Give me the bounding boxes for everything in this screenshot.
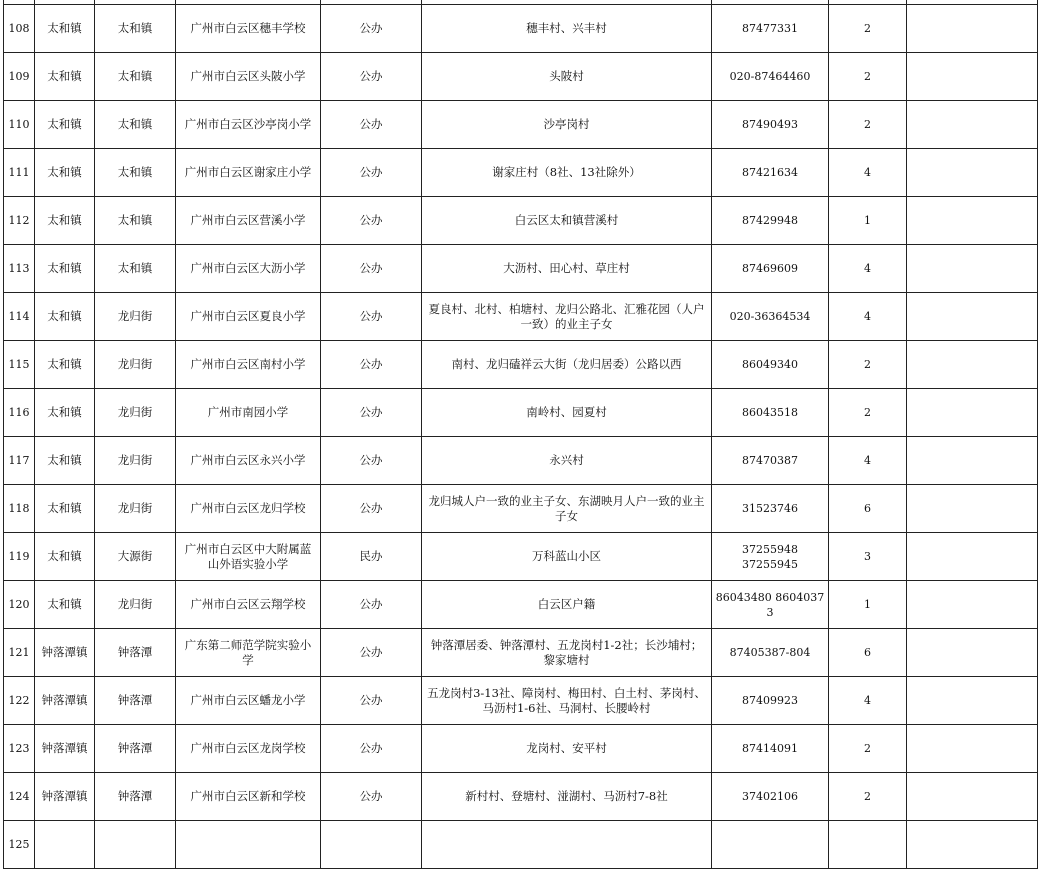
contact-phone: 87414091 xyxy=(712,725,829,773)
row-number: 123 xyxy=(4,725,35,773)
school-name: 广州市白云区穗丰学校 xyxy=(176,5,321,53)
school-type: 公办 xyxy=(321,485,422,533)
contact-phone: 37255948 37255945 xyxy=(712,533,829,581)
remarks xyxy=(907,581,1038,629)
school-type: 公办 xyxy=(321,581,422,629)
street: 大源街 xyxy=(95,533,176,581)
table-row xyxy=(4,629,1038,677)
town xyxy=(35,821,95,869)
enrollment-area: 白云区户籍 xyxy=(422,581,712,629)
enrollment-area: 龙岗村、安平村 xyxy=(422,725,712,773)
school-name: 广州市白云区龙归学校 xyxy=(176,485,321,533)
row-number: 119 xyxy=(4,533,35,581)
table-row xyxy=(4,533,1038,581)
remarks xyxy=(907,101,1038,149)
row-number: 113 xyxy=(4,245,35,293)
street: 龙归街 xyxy=(95,485,176,533)
remarks xyxy=(907,5,1038,53)
street: 太和镇 xyxy=(95,197,176,245)
enrollment-area: 白云区太和镇营溪村 xyxy=(422,197,712,245)
table-row xyxy=(4,389,1038,437)
class-count: 4 xyxy=(829,149,907,197)
town: 太和镇 xyxy=(35,197,95,245)
table-row xyxy=(4,581,1038,629)
street: 太和镇 xyxy=(95,5,176,53)
row-number: 109 xyxy=(4,53,35,101)
school-type xyxy=(321,821,422,869)
street: 龙归街 xyxy=(95,341,176,389)
row-number: 118 xyxy=(4,485,35,533)
enrollment-area: 头陂村 xyxy=(422,53,712,101)
contact-phone: 87409923 xyxy=(712,677,829,725)
table-row xyxy=(4,101,1038,149)
town: 太和镇 xyxy=(35,101,95,149)
enrollment-area: 永兴村 xyxy=(422,437,712,485)
street: 龙归街 xyxy=(95,293,176,341)
remarks xyxy=(907,245,1038,293)
street: 龙归街 xyxy=(95,389,176,437)
school-type: 公办 xyxy=(321,773,422,821)
row-number: 122 xyxy=(4,677,35,725)
remarks xyxy=(907,197,1038,245)
school-name: 广州市白云区云翔学校 xyxy=(176,581,321,629)
town: 太和镇 xyxy=(35,485,95,533)
contact-phone: 87490493 xyxy=(712,101,829,149)
contact-phone: 86043518 xyxy=(712,389,829,437)
street: 钟落潭 xyxy=(95,677,176,725)
table-row xyxy=(4,149,1038,197)
school-type: 公办 xyxy=(321,341,422,389)
table-row xyxy=(4,341,1038,389)
enrollment-area: 南村、龙归磕祥云大街（龙归居委）公路以西 xyxy=(422,341,712,389)
school-name: 广州市南园小学 xyxy=(176,389,321,437)
school-name: 广州市白云区沙亭岗小学 xyxy=(176,101,321,149)
table-row xyxy=(4,293,1038,341)
row-number: 116 xyxy=(4,389,35,437)
town: 太和镇 xyxy=(35,581,95,629)
row-number: 114 xyxy=(4,293,35,341)
class-count: 1 xyxy=(829,197,907,245)
table-row xyxy=(4,437,1038,485)
street xyxy=(95,821,176,869)
enrollment-area: 五龙岗村3-13社、障岗村、梅田村、白土村、茅岗村、马沥村1-6社、马洞村、长腰岭村 xyxy=(422,677,712,725)
enrollment-area xyxy=(422,821,712,869)
contact-phone xyxy=(712,821,829,869)
row-number: 115 xyxy=(4,341,35,389)
enrollment-area: 夏良村、北村、柏塘村、龙归公路北、汇雅花园（人户一致）的业主子女 xyxy=(422,293,712,341)
town: 太和镇 xyxy=(35,245,95,293)
remarks xyxy=(907,485,1038,533)
class-count: 1 xyxy=(829,581,907,629)
contact-phone: 87405387-804 xyxy=(712,629,829,677)
street: 龙归街 xyxy=(95,437,176,485)
table-row xyxy=(4,197,1038,245)
contact-phone: 87421634 xyxy=(712,149,829,197)
school-name: 广州市白云区中大附属蓝山外语实验小学 xyxy=(176,533,321,581)
town: 太和镇 xyxy=(35,341,95,389)
school-type: 公办 xyxy=(321,437,422,485)
class-count: 2 xyxy=(829,725,907,773)
contact-phone: 86043480 86040373 xyxy=(712,581,829,629)
remarks xyxy=(907,725,1038,773)
town: 太和镇 xyxy=(35,5,95,53)
town: 太和镇 xyxy=(35,533,95,581)
class-count: 2 xyxy=(829,773,907,821)
enrollment-area: 谢家庄村（8社、13社除外） xyxy=(422,149,712,197)
table-row xyxy=(4,5,1038,53)
enrollment-area: 万科蓝山小区 xyxy=(422,533,712,581)
remarks xyxy=(907,149,1038,197)
school-name: 广州市白云区夏良小学 xyxy=(176,293,321,341)
contact-phone: 37402106 xyxy=(712,773,829,821)
table-body xyxy=(4,0,1038,869)
school-type: 公办 xyxy=(321,197,422,245)
school-type: 公办 xyxy=(321,5,422,53)
school-type: 公办 xyxy=(321,149,422,197)
row-number: 110 xyxy=(4,101,35,149)
remarks xyxy=(907,341,1038,389)
school-type: 公办 xyxy=(321,245,422,293)
row-number: 125 xyxy=(4,821,35,869)
class-count: 2 xyxy=(829,101,907,149)
contact-phone: 87477331 xyxy=(712,5,829,53)
class-count: 4 xyxy=(829,677,907,725)
remarks xyxy=(907,821,1038,869)
contact-phone: 87470387 xyxy=(712,437,829,485)
school-type: 民办 xyxy=(321,533,422,581)
table-row xyxy=(4,245,1038,293)
town: 钟落潭镇 xyxy=(35,773,95,821)
school-name: 广东第二师范学院实验小学 xyxy=(176,629,321,677)
school-type: 公办 xyxy=(321,677,422,725)
town: 钟落潭镇 xyxy=(35,725,95,773)
town: 太和镇 xyxy=(35,149,95,197)
contact-phone: 31523746 xyxy=(712,485,829,533)
contact-phone: 87469609 xyxy=(712,245,829,293)
class-count xyxy=(829,821,907,869)
remarks xyxy=(907,773,1038,821)
remarks xyxy=(907,293,1038,341)
town: 太和镇 xyxy=(35,293,95,341)
class-count: 3 xyxy=(829,533,907,581)
row-number: 112 xyxy=(4,197,35,245)
school-name: 广州市白云区谢家庄小学 xyxy=(176,149,321,197)
school-name: 广州市白云区龙岗学校 xyxy=(176,725,321,773)
contact-phone: 020-87464460 xyxy=(712,53,829,101)
school-name xyxy=(176,821,321,869)
class-count: 2 xyxy=(829,5,907,53)
contact-phone: 86049340 xyxy=(712,341,829,389)
school-enrollment-table xyxy=(3,0,1038,869)
enrollment-area: 穗丰村、兴丰村 xyxy=(422,5,712,53)
street: 钟落潭 xyxy=(95,629,176,677)
school-name: 广州市白云区南村小学 xyxy=(176,341,321,389)
town: 钟落潭镇 xyxy=(35,629,95,677)
class-count: 4 xyxy=(829,437,907,485)
school-name: 广州市白云区永兴小学 xyxy=(176,437,321,485)
enrollment-area: 钟落潭居委、钟落潭村、五龙岗村1-2社；长沙埔村；黎家塘村 xyxy=(422,629,712,677)
town: 太和镇 xyxy=(35,53,95,101)
remarks xyxy=(907,533,1038,581)
school-name: 广州市白云区蟠龙小学 xyxy=(176,677,321,725)
row-number: 121 xyxy=(4,629,35,677)
enrollment-area: 大沥村、田心村、草庄村 xyxy=(422,245,712,293)
table-row xyxy=(4,773,1038,821)
remarks xyxy=(907,437,1038,485)
street: 太和镇 xyxy=(95,53,176,101)
remarks xyxy=(907,53,1038,101)
remarks xyxy=(907,677,1038,725)
class-count: 6 xyxy=(829,485,907,533)
school-type: 公办 xyxy=(321,389,422,437)
school-name: 广州市白云区大沥小学 xyxy=(176,245,321,293)
class-count: 2 xyxy=(829,53,907,101)
table-row xyxy=(4,485,1038,533)
enrollment-area: 沙亭岗村 xyxy=(422,101,712,149)
school-name: 广州市白云区头陂小学 xyxy=(176,53,321,101)
town: 太和镇 xyxy=(35,389,95,437)
street: 龙归街 xyxy=(95,581,176,629)
contact-phone: 87429948 xyxy=(712,197,829,245)
school-type: 公办 xyxy=(321,725,422,773)
enrollment-area: 南岭村、园夏村 xyxy=(422,389,712,437)
street: 钟落潭 xyxy=(95,773,176,821)
school-type: 公办 xyxy=(321,53,422,101)
street: 太和镇 xyxy=(95,149,176,197)
table-row xyxy=(4,725,1038,773)
school-type: 公办 xyxy=(321,293,422,341)
school-name: 广州市白云区营溪小学 xyxy=(176,197,321,245)
school-type: 公办 xyxy=(321,629,422,677)
town: 太和镇 xyxy=(35,437,95,485)
class-count: 2 xyxy=(829,341,907,389)
street: 太和镇 xyxy=(95,101,176,149)
row-number: 108 xyxy=(4,5,35,53)
enrollment-area: 龙归城人户一致的业主子女、东湖映月人户一致的业主子女 xyxy=(422,485,712,533)
contact-phone: 020-36364534 xyxy=(712,293,829,341)
town: 钟落潭镇 xyxy=(35,677,95,725)
row-number: 120 xyxy=(4,581,35,629)
class-count: 6 xyxy=(829,629,907,677)
street: 太和镇 xyxy=(95,245,176,293)
class-count: 4 xyxy=(829,293,907,341)
row-number: 117 xyxy=(4,437,35,485)
class-count: 4 xyxy=(829,245,907,293)
enrollment-area: 新村村、登塘村、湴湖村、马沥村7-8社 xyxy=(422,773,712,821)
table-row xyxy=(4,677,1038,725)
class-count: 2 xyxy=(829,389,907,437)
street: 钟落潭 xyxy=(95,725,176,773)
row-number: 111 xyxy=(4,149,35,197)
table-row xyxy=(4,821,1038,869)
remarks xyxy=(907,389,1038,437)
school-name: 广州市白云区新和学校 xyxy=(176,773,321,821)
remarks xyxy=(907,629,1038,677)
row-number: 124 xyxy=(4,773,35,821)
school-type: 公办 xyxy=(321,101,422,149)
table-row xyxy=(4,53,1038,101)
